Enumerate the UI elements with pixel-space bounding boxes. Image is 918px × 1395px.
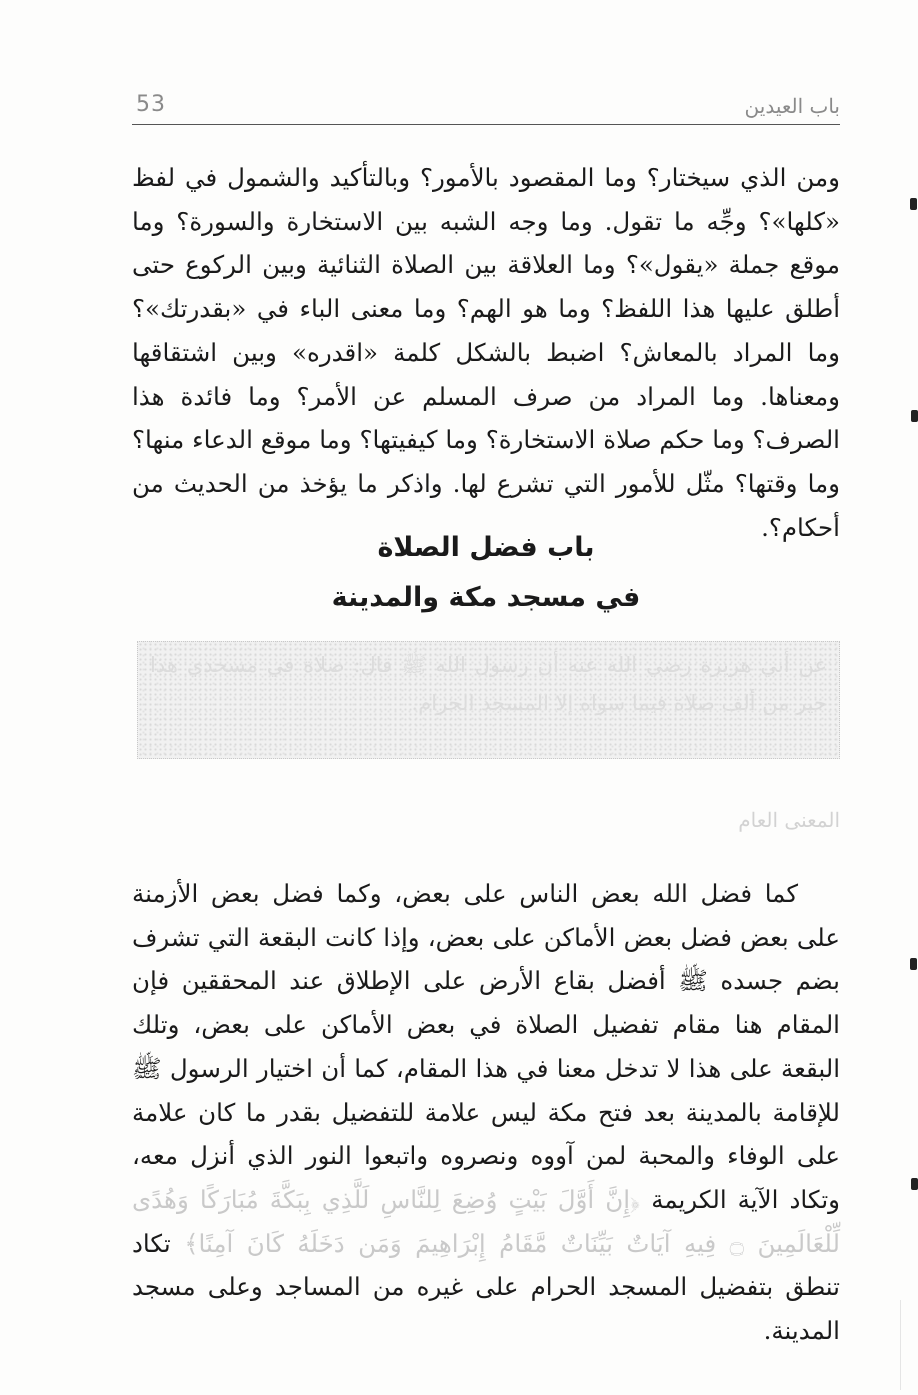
- margin-mark: [911, 410, 918, 422]
- questions-paragraph: ومن الذي سيختار؟ وما المقصود بالأمور؟ وبالتأكيد والشمول في لفظ «كلها»؟ وجِّه ما تقول. وما وجه الشبه بين الاستخارة والسورة؟ وما موقع جملة «يقول»؟ وما العلاقة بين الصلاة الثنائية وبين الركوع حتى أطلق عليها هذا اللفظ؟ وما هو الهم؟ وما معنى الباء في «بقدرتك»؟ وما المراد بالمعاش؟ اضبط بالشكل كلمة «اقدره» وبين اشتقاقها ومعناها. وما المراد من صرف المسلم عن الأمر؟ وما فائدة هذا الصرف؟ وما حكم صلاة الاستخارة؟ وما كيفيتها؟ وما موقع الدعاء منها؟ وما وقتها؟ مثّل للأمور التي تشرع لها. واذكر ما يؤخذ من الحديث من أحكام؟.: [132, 163, 840, 542]
- running-header-title: باب العيدين: [744, 94, 840, 118]
- page-number: 53: [136, 92, 166, 117]
- faded-hadith-text: عن أبي هريرة رضي الله عنه أن رسول الله ﷺ قال: صلاة في مسجدي هذا خير من ألف صلاة فيما سواه إلا المسجد الحرام.: [150, 653, 827, 715]
- margin-mark: [910, 958, 917, 970]
- faded-section-label: المعنى العام: [738, 808, 840, 832]
- paragraph-text-part-1: كما فضل الله بعض الناس على بعض، وكما فضل بعض الأزمنة على بعض فضل بعض الأماكن على بعض، وإذا كانت البقعة التي تشرف بضم جسده ﷺ أفضل بقاع الأرض على الإطلاق عند المحققين فإن المقام هنا مقام تفضيل الصلاة في بعض الأماكن على بعض، وتلك البقعة على هذا لا تدخل معنا في هذا المقام، كما أن اختيار الرسول ﷺ للإقامة بالمدينة بعد فتح مكة ليس علامة للتفضيل بقدر ما كان علامة على الوفاء والمحبة لمن آووه ونصروه واتبعوا النور الذي أنزل معه، وتكاد الآية الكريمة: [132, 879, 840, 1214]
- running-header: [132, 88, 840, 125]
- quran-verse-faded: ﴿إِنَّ أَوَّلَ بَيْتٍ وُضِعَ لِلنَّاسِ لَلَّذِي بِبَكَّةَ مُبَارَكًا وَهُدًى لِّلْعَالَمِينَ ۝ فِيهِ آيَاتٌ بَيِّنَاتٌ مَّقَامُ إِبْرَاهِيمَ وَمَن دَخَلَهُ كَانَ آمِنًا﴾: [132, 1184, 840, 1258]
- scan-artifact-line: [900, 1300, 901, 1390]
- general-meaning-paragraph: [132, 872, 840, 1353]
- faded-hadith-box: [137, 641, 840, 759]
- margin-mark: [910, 198, 917, 210]
- chapter-title-line-2: في مسجد مكة والمدينة: [331, 582, 641, 613]
- margin-mark: [911, 1178, 918, 1190]
- chapter-title-line-1: باب فضل الصلاة: [377, 532, 595, 563]
- paragraph-text-part-2: تكاد تنطق بتفضيل المسجد الحرام على غيره من المساجد وعلى مسجد المدينة.: [132, 1228, 840, 1346]
